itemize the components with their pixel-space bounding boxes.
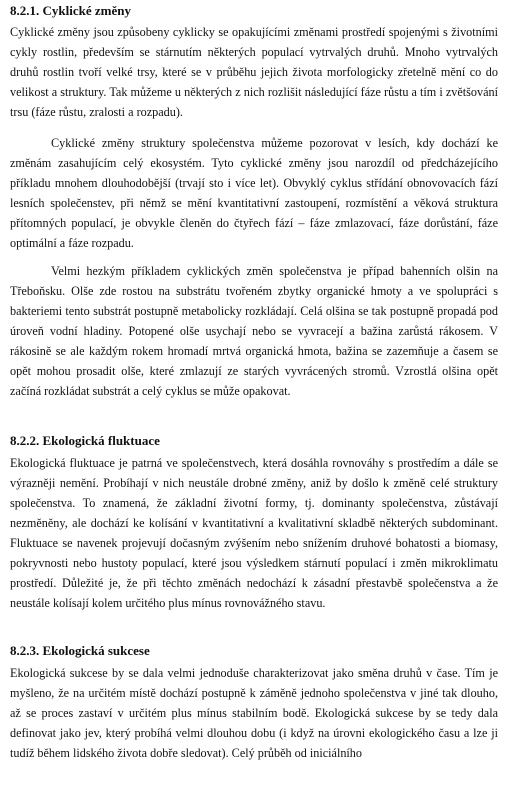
paragraph: Ekologická fluktuace je patrná ve společenstvech, která dosáhla rovnováhy s prostředím a dále se výrazněji nemění. Probíhají v nich neustále drobné změny, aniž by došlo k změně celé struktury společenstva. To znamená, že základní životní formy, tj. dominanty společenstva, zůstávají nezměněny, ale dochází ke kolísání v kvantitativní a kvalitativní skladbě některých subdominant. Fluktuace se navenek projevují dočasným zvýšením nebo snížením druhové bohatosti a biomasy, pokryvnosti nebo hustoty populací, které jsou výsledkem stárnutí populací i změn mikroklimatu prostředí. Důležité je, že při těchto změnách nedochází k zásadní přestavbě společenstva a že neustále kolísají kolem určitého plus mínus rovnovážného stavu. (10, 456, 498, 610)
paragraph: Cyklické změny jsou způsobeny cyklicky se opakujícími změnami prostředí spojenými s životními cykly rostlin, především se stárnutím některých populací vytrvalých druhů. Mnoho vytrvalých druhů rostlin tvoří velké trsy, které se v průběhu jejich života morfologicky zřetelně mění co do velikost a struktury. Tak můžeme u některých z nich rozlišit následující fáze růstu a tím i zvětšování trsu (fáze růstu, zralosti a rozpadu). (10, 25, 498, 119)
paragraph: Velmi hezkým příkladem cyklických změn společenstva je případ bahenních olšin na Třeboňsku. Olše zde rostou na substrátu tvořeném zbytky organické hmoty a ve spolupráci s bakteriemi tento substrát postupně metabolicky rozkládají. Celá olšina se tak postupně propadá pod úroveň vodní hladiny. Potopené olše usychají nebo se vyvracejí a bažina zarůstá rákosem. V rákosině se ale každým rokem hromadí mrtvá organická hmota, bažina se zazemňuje a časem se opět mohou prosadit olše, které zmlazují ze starých vyvrácených stromů. Vzrostlá olšina opět začíná rozkládat substrát a celý cyklus se může opakovat. (10, 264, 498, 398)
paragraph: Ekologická sukcese by se dala velmi jednoduše charakterizovat jako směna druhů v čase. Tím je myšleno, že na určitém místě dochází postupně k záměně jednoho společenstva v jiné tak dlouho, až se proces zastaví v určitém plus mínus stabilním bodě. Ekologická sukcese by se tedy dala definovat jako jev, který probíhá velmi dlouhou dobu (i když na úrovni ekologického času a lze ji tudíž během lidského života dobře sledovat). Celý průběh od iniciálního (10, 666, 498, 760)
paragraph: Cyklické změny struktury společenstva můžeme pozorovat v lesích, kdy dochází ke změnám zasahujícím celý ekosystém. Tyto cyklické změny jsou narozdíl od předcházejícího příkladu mnohem dlouhodobější (trvají sto i více let). Obvyklý cyklus střídání obnovovacích fází lesních společenstev, při němž se mění kvantitativní zastoupení, rozmístění a věková struktura přítomných populací, je obvykle členěn do čtyřech fází – fáze zmlazovací, fáze dorůstání, fáze optimální a fáze rozpadu. (10, 136, 498, 250)
section-title-cyklicke-zmeny: 8.2.1. Cyklické změny (10, 3, 131, 18)
section-title-ekologicka-sukcese: 8.2.3. Ekologická sukcese (10, 643, 150, 658)
section-title-ekologicka-fluktuace: 8.2.2. Ekologická fluktuace (10, 433, 160, 448)
